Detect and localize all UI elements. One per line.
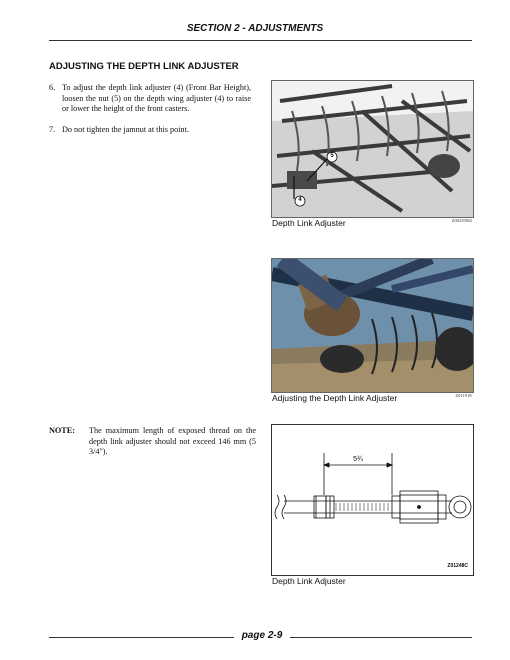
figure-2-photo (271, 258, 474, 393)
dimension-label: 5¾ (348, 456, 368, 463)
figure-1-code: Z00259M2 (451, 218, 472, 223)
footer-rule-right (290, 637, 472, 638)
note-text: The maximum length of exposed thread on the depth link adjuster should not exceed 146 mm (5 3/4"). (89, 426, 256, 456)
page-number: page 2-9 (241, 630, 283, 641)
callout-4: 4 (298, 197, 302, 203)
figure-3-code: Z01248C (447, 563, 468, 569)
callout-5: 5 (330, 153, 334, 159)
page-header-title: SECTION 2 - ADJUSTMENTS (186, 23, 324, 34)
step-text: Do not tighten the jamnut at this point. (62, 125, 189, 134)
figure-1-photo (271, 80, 474, 218)
figure-2-caption: Adjusting the Depth Link Adjuster (272, 393, 398, 403)
section-heading: ADJUSTING THE DEPTH LINK ADJUSTER (49, 61, 239, 72)
step-number: 7. (49, 125, 56, 134)
figure-3-diagram (271, 424, 474, 576)
figure-2-code: Z01191E (455, 393, 472, 398)
footer-rule-left (49, 637, 234, 638)
adjusting-photo-illustration (272, 259, 473, 392)
header-rule (49, 40, 472, 41)
adjuster-line-drawing (272, 425, 473, 575)
step-text: To adjust the depth link adjuster (4) (Front Bar Height), loosen the nut (5) on the depth wing adjuster (4) to raise or lower the height of the front casters. (62, 83, 251, 113)
figure-1-caption: Depth Link Adjuster (272, 218, 346, 228)
step-6 (49, 83, 254, 119)
note-label: NOTE: (49, 426, 75, 435)
figure-3-caption: Depth Link Adjuster (272, 576, 346, 586)
step-7 (49, 125, 254, 137)
step-number: 6. (49, 83, 56, 92)
